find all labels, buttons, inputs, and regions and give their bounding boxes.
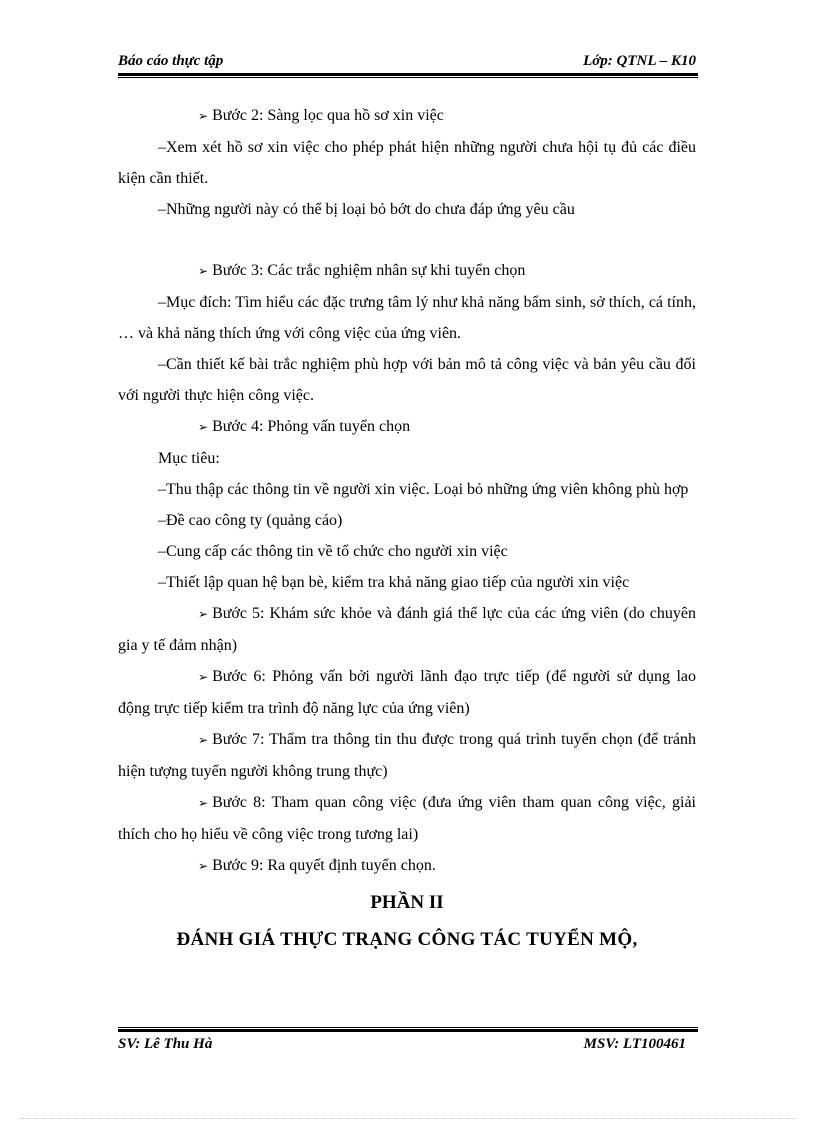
- header-report-title: Báo cáo thực tập: [118, 53, 224, 69]
- arrow-bullet-icon: ➢: [198, 796, 209, 810]
- step-4-goal-label: Mục tiêu:: [158, 450, 220, 467]
- footer-student-name: SV: Lê Thu Hà: [118, 1036, 213, 1052]
- step-8-heading: ➢ Bước 8: Tham quan công việc (đưa ứng viên tham quan công việc, giải thích cho họ hiểu về công việc trong tương lai): [118, 787, 696, 850]
- arrow-bullet-icon: ➢: [198, 264, 209, 278]
- page-footer: [118, 1036, 698, 1056]
- arrow-bullet-icon: ➢: [198, 670, 209, 684]
- step-4-heading: ➢ Bước 4: Phỏng vấn tuyển chọn: [118, 411, 696, 443]
- step-3-item-2: –Cần thiết kế bài trắc nghiệm phù hợp với bản mô tả công việc và bản yêu cầu đối với người thực hiện công việc.: [118, 356, 696, 404]
- step-6-heading: ➢ Bước 6: Phỏng vấn bởi người lãnh đạo trực tiếp (để người sử dụng lao động trực tiếp kiểm tra trình độ năng lực của ứng viên): [118, 661, 696, 724]
- header-rule-thin: [118, 77, 698, 78]
- step-4-item-2: –Đề cao công ty (quảng cáo): [158, 512, 343, 529]
- page-edge-divider: [20, 1118, 796, 1119]
- header-class: Lớp: QTNL – K10: [583, 53, 696, 69]
- blank-line: [118, 225, 696, 255]
- footer-student-id: MSV: LT100461: [583, 1036, 686, 1052]
- arrow-bullet-icon: ➢: [198, 607, 209, 621]
- step-7-heading: ➢ Bước 7: Thẩm tra thông tin thu được trong quá trình tuyển chọn (để tránh hiện tượng tuyển người không trung thực): [118, 724, 696, 787]
- step-2-item-1: –Xem xét hồ sơ xin việc cho phép phát hiện những người chưa hội tụ đủ các điều kiện cần thiết.: [118, 139, 696, 187]
- arrow-bullet-icon: ➢: [198, 733, 209, 747]
- step-9-heading: ➢ Bước 9: Ra quyết định tuyển chọn.: [118, 850, 696, 882]
- step-3-heading: ➢ Bước 3: Các trắc nghiệm nhân sự khi tuyển chọn: [118, 255, 696, 287]
- part-heading: PHẦN II: [370, 892, 444, 913]
- step-3-item-1: –Mục đích: Tìm hiểu các đặc trưng tâm lý như khả năng bẩm sinh, sở thích, cá tính, … và khả năng thích ứng với công việc của ứng viên.: [118, 294, 696, 342]
- step-5-heading: ➢ Bước 5: Khám sức khỏe và đánh giá thể lực của các ứng viên (do chuyên gia y tế đảm nhận): [118, 598, 696, 661]
- header-rule-thick: [118, 73, 698, 76]
- arrow-bullet-icon: ➢: [198, 109, 209, 123]
- footer-rule-thick: [118, 1029, 698, 1032]
- step-4-item-3: –Cung cấp các thông tin về tổ chức cho người xin việc: [158, 543, 508, 560]
- footer-rule-thin: [118, 1027, 698, 1028]
- step-2-heading: ➢ Bước 2: Sàng lọc qua hồ sơ xin việc: [118, 100, 696, 132]
- step-4-item-1: –Thu thập các thông tin về người xin việc. Loại bỏ những ứng viên không phù hợp: [158, 481, 689, 498]
- arrow-bullet-icon: ➢: [198, 420, 209, 434]
- step-2-item-2: –Những người này có thể bị loại bỏ bớt do chưa đáp ứng yêu cầu: [158, 201, 575, 218]
- step-4-item-4: –Thiết lập quan hệ bạn bè, kiểm tra khả năng giao tiếp của người xin việc: [158, 574, 630, 591]
- section-title: ĐÁNH GIÁ THỰC TRẠNG CÔNG TÁC TUYỂN MỘ,: [176, 929, 638, 950]
- document-body: [118, 100, 696, 960]
- page-header: [118, 53, 698, 73]
- arrow-bullet-icon: ➢: [198, 859, 209, 873]
